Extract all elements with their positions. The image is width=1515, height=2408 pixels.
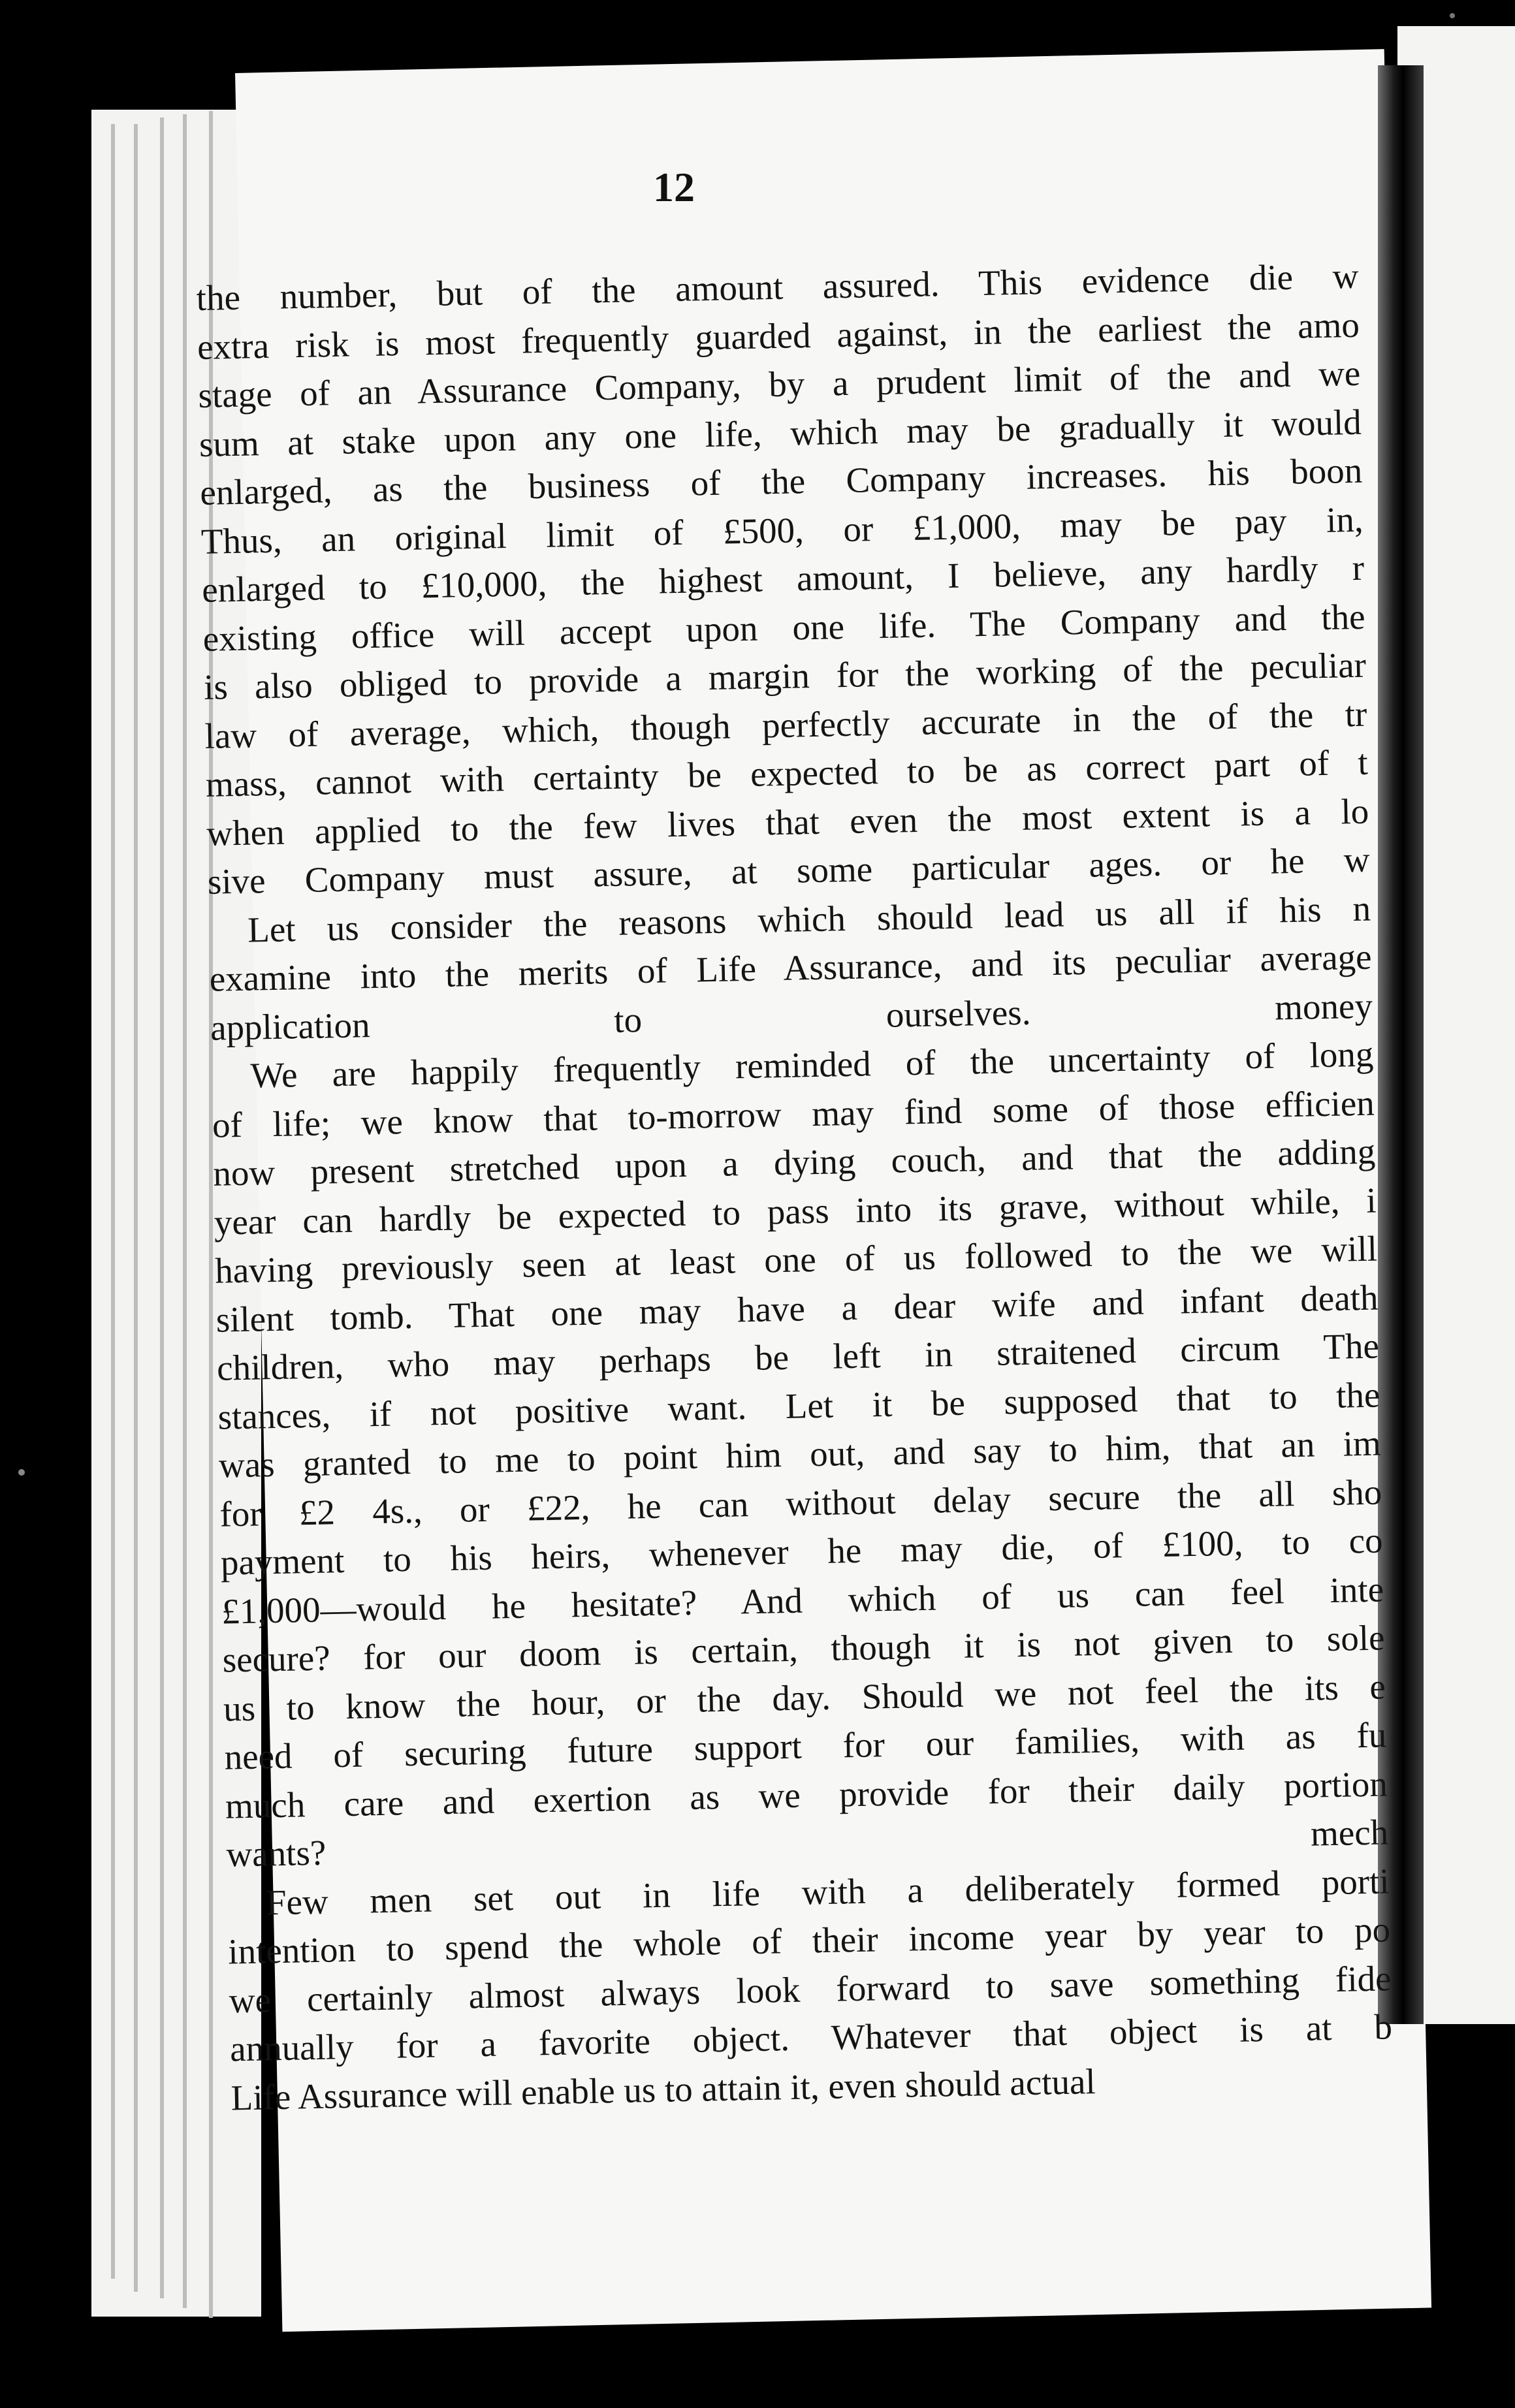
text-line: enlarged to £10,000, the highest amount, I believe, any hardly r: [201, 547, 1365, 610]
text-line: us to know the hour, or the day. Should we not feel the its e: [223, 1666, 1386, 1729]
text-line: mass, cannot with certainty be expected to be as correct part of t: [205, 742, 1369, 804]
text-line: We are happily frequently reminded of the uncertainty of long: [249, 1034, 1374, 1096]
text-line: existing office will accept upon one life. The Company and the: [202, 596, 1365, 659]
body-text: [196, 252, 1394, 2123]
text-line: stances, if not positive want. Let it be supposed that to the: [217, 1374, 1380, 1437]
text-line: examine into the merits of Life Assurance, and its peculiar average: [209, 936, 1372, 999]
text-line: for £2 4s., or £22, he can without delay secure the all sho: [219, 1471, 1382, 1534]
text-line: wants? mech: [225, 1812, 1389, 1875]
text-line: of life; we know that to-morrow may find some of those efficien: [212, 1083, 1375, 1145]
text-line: the number, but of the amount assured. This evidence die w: [196, 255, 1359, 318]
page-edge-line: [183, 114, 187, 2308]
text-line: we certainly almost always look forward to save something fide: [229, 1957, 1392, 2021]
text-line: extra risk is most frequently guarded against, in the earliest the amo: [197, 304, 1360, 367]
text-line: secure? for our doom is certain, though it is not given to sole: [222, 1617, 1386, 1680]
text-line: was granted to me to point him out, and say to him, that an im: [218, 1423, 1382, 1485]
text-line: is also obliged to provide a margin for the working of the peculiar: [203, 644, 1367, 707]
scan-mark: [18, 1469, 25, 1476]
text-line: law of average, which, though perfectly accurate in the of the tr: [204, 693, 1367, 756]
page-number: 12: [653, 164, 695, 210]
text-line: Thus, an original limit of £500, or £1,000, may be pay in,: [200, 499, 1364, 562]
text-line: enlarged, as the business of the Company increases. his boon: [199, 450, 1363, 513]
text-line: stage of an Assurance Company, by a prudent limit of the and we: [197, 353, 1361, 415]
text-line: year can hardly be expected to pass into its grave, without while, i: [214, 1180, 1377, 1243]
text-line: Let us consider the reasons which should lead us all if his n: [247, 888, 1371, 950]
text-line: silent tomb. That one may have a dear wife and infant death: [215, 1277, 1379, 1340]
text-line: payment to his heirs, whenever he may die, of £100, to co: [220, 1520, 1384, 1583]
text-line: Few men set out in life with a deliberately formed porti: [266, 1860, 1390, 1922]
text-line: much care and exertion as we provide for their daily portion: [225, 1763, 1388, 1826]
text-line: intention to spend the whole of their income year by year to po: [227, 1909, 1391, 1972]
page-edge-line: [160, 118, 164, 2298]
page-edge-line: [111, 124, 115, 2279]
page-edge-line: [134, 124, 138, 2292]
scan-mark: [1450, 13, 1455, 18]
text-line: children, who may perhaps be left in straitened circum The: [216, 1325, 1380, 1388]
text-line: £1,000—would he hesitate? And which of us can feel inte: [221, 1568, 1384, 1632]
text-line: having previously seen at least one of us followed to the we will: [214, 1228, 1378, 1291]
text-line: annually for a favorite object. Whatever that object is at b: [229, 2006, 1393, 2069]
text-line: application to ourselves. money: [210, 985, 1373, 1048]
text-line: need of securing future support for our families, with as fu: [224, 1715, 1387, 1777]
text-line: sive Company must assure, at some particular ages. or he w: [207, 839, 1371, 902]
text-line: when applied to the few lives that even the most extent is a lo: [206, 791, 1369, 853]
text-line: now present stretched upon a dying couch, and that the adding: [212, 1131, 1376, 1194]
text-line: sum at stake upon any one life, which may be gradually it would: [199, 402, 1362, 464]
text-line: Life Assurance will enable us to attain it, even should actual: [231, 2061, 1096, 2117]
